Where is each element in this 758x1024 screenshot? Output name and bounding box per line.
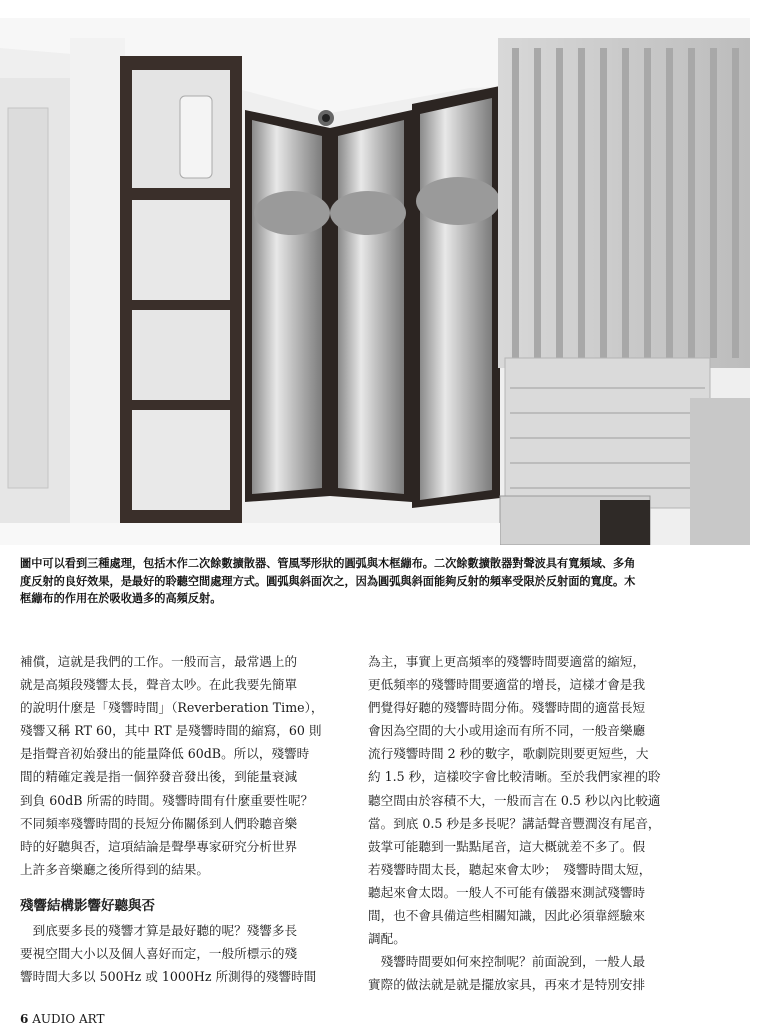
body-line: 調配。 bbox=[368, 931, 406, 947]
caption-line: 框繃布的作用在於吸收過多的高頻反射。 bbox=[20, 592, 222, 605]
body-line: 是指聲音初始發出的能量降低 60dB。所以，殘響時 bbox=[20, 746, 310, 762]
body-line: 間的精確定義是指一個猝發音發出後，到能量衰減 bbox=[20, 769, 298, 785]
body-line: 鼓掌可能聽到一點點尾音，這大概就差不多了。假 bbox=[368, 838, 646, 854]
caption-line: 圖中可以看到三種處理，包括木作二次餘數擴散器、管風琴形狀的圓弧與木框繃布。二次餘數擴散器對聲波具有寬頻域、多角 bbox=[20, 557, 636, 570]
caption-line: 度反射的良好效果，是最好的聆聽空間處理方式。圓弧與斜面次之，因為圓弧與斜面能夠反射的頻率受限於反射面的寬度。木 bbox=[20, 574, 636, 588]
body-line: 聽空間由於容積不大，一般而言在 0.5 秒以內比較適 bbox=[368, 792, 661, 808]
body-line: 殘響又稱 RT 60，其中 RT 是殘響時間的縮寫，60 則 bbox=[20, 723, 322, 739]
page-number: 6 bbox=[20, 1012, 29, 1024]
body-line: 聽起來會太悶。一般人不可能有儀器來測試殘響時 bbox=[368, 884, 646, 900]
body-line: 殘響時間要如何來控制呢？前面說到，一般人最 bbox=[368, 954, 646, 970]
body-line: 當。到底 0.5 秒是多長呢？講話聲音豐潤沒有尾音， bbox=[368, 815, 661, 831]
body-line: 會因為空間的大小或用途而有所不同，一般音樂廳 bbox=[368, 723, 646, 739]
body-line: 到負 60dB 所需的時間。殘響時間有什麼重要性呢？ bbox=[20, 792, 314, 808]
body-line: 間，也不會具備這些相關知識，因此必須靠經驗來 bbox=[368, 908, 646, 924]
page-folio bbox=[20, 1012, 104, 1024]
body-line: 約 1.5 秒，這樣咬字會比較清晰。至於我們家裡的聆 bbox=[368, 769, 661, 785]
body-line: 實際的做法就是就是擺放家具，再來才是特別安排 bbox=[368, 977, 646, 993]
body-line: 們覺得好聽的殘響時間分佈。殘響時間的適當長短 bbox=[368, 700, 646, 716]
body-line: 要視空間大小以及個人喜好而定，一般所標示的殘 bbox=[20, 946, 298, 962]
left-column bbox=[20, 650, 324, 988]
body-line: 就是高頻段殘響太長，聲音太吵。在此我要先簡單 bbox=[20, 677, 298, 693]
body-line: 響時間大多以 500Hz 或 1000Hz 所測得的殘響時間 bbox=[20, 969, 317, 985]
body-line: 流行殘響時間 2 秒的數字，歌劇院則要更短些，大 bbox=[368, 746, 649, 762]
body-line: 為主，事實上更高頻率的殘響時間要適當的縮短， bbox=[368, 654, 646, 669]
body-line: 上許多音樂廳之後所得到的結果。 bbox=[20, 861, 209, 877]
acoustic-room-illustration bbox=[0, 18, 750, 545]
room-photo bbox=[0, 18, 750, 545]
photo-caption bbox=[20, 555, 738, 608]
body-line: 的說明什麼是「殘響時間」（Reverberation Time）， bbox=[20, 700, 324, 716]
section-heading: 殘響結構影響好聽與否 bbox=[20, 897, 155, 914]
right-column bbox=[368, 650, 668, 996]
body-line: 補償，這就是我們的工作。一般而言，最常遇上的 bbox=[20, 654, 298, 669]
body-line: 時的好聽與否，這項結論是聲學專家研究分析世界 bbox=[20, 838, 298, 854]
body-line: 更低頻率的殘響時間要適當的增長，這樣才會是我 bbox=[368, 677, 646, 693]
body-line: 到底要多長的殘響才算是最好聽的呢？殘響多長 bbox=[20, 922, 298, 938]
body-line: 若殘響時間太長，聽起來會太吵； 殘響時間太短， bbox=[368, 861, 652, 877]
body-line: 不同頻率殘響時間的長短分佈關係到人們聆聽音樂 bbox=[20, 815, 298, 831]
magazine-name: AUDIO ART bbox=[32, 1012, 105, 1024]
